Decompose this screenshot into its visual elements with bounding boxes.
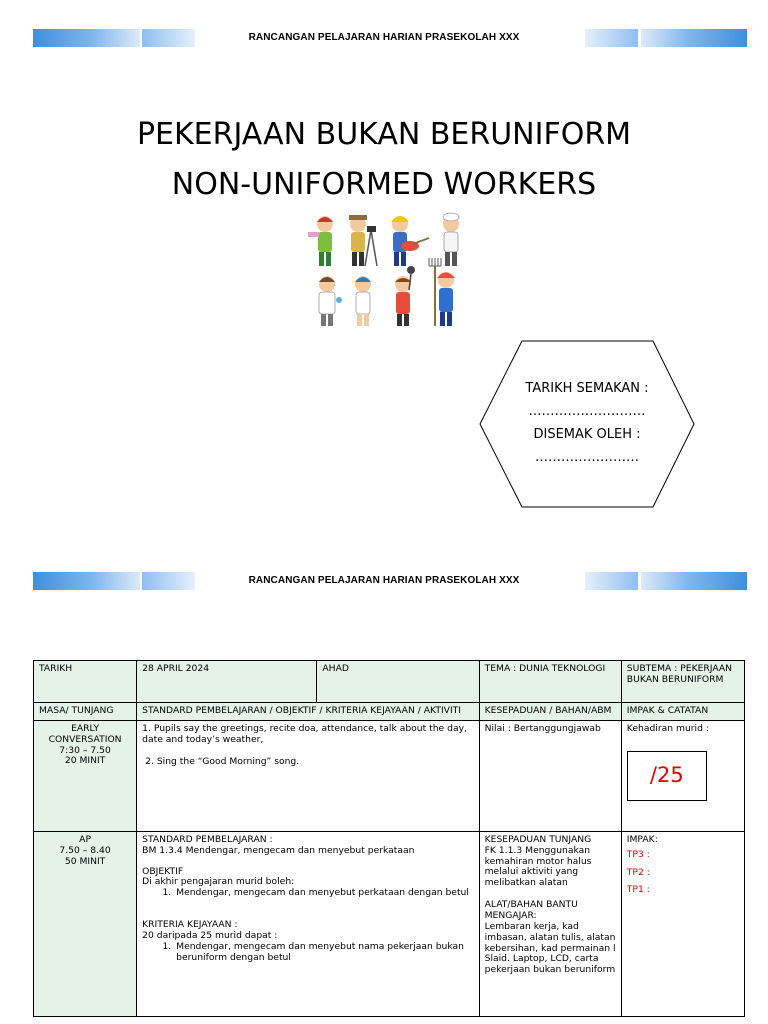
header-kesepaduan: KESEPADUAN / BAHAN/ABM xyxy=(479,703,621,721)
header-standard: STANDARD PEMBELAJARAN / OBJEKTIF / KRITERIA KEJAYAAN / AKTIVITI xyxy=(137,703,479,721)
lesson-date: 28 APRIL 2024 xyxy=(137,661,317,703)
table-row-ap xyxy=(34,831,745,1016)
nilai-cell: Nilai : Bertanggungjawab xyxy=(479,720,621,831)
review-by-label: DISEMAK OLEH : xyxy=(533,427,641,442)
ap-impak-cell: IMPAK: TP3 : TP2 : TP1 : xyxy=(621,831,744,1016)
header-masa: MASA/ TUNJANG xyxy=(34,703,137,721)
table-row xyxy=(34,661,745,703)
lesson-day: AHAD xyxy=(317,661,479,703)
tarikh-label: TARIKH xyxy=(34,661,137,703)
header-impak: IMPAK & CATATAN xyxy=(621,703,744,721)
ap-time-cell: AP 7.50 – 8.40 50 MINIT xyxy=(34,831,137,1016)
cover-title-malay: PEKERJAAN BUKAN BERUNIFORM xyxy=(136,117,632,152)
table-header-row xyxy=(34,703,745,721)
review-by-dots: …………………… xyxy=(535,450,639,465)
tp3-label: TP3 : xyxy=(626,848,650,860)
review-hexagon xyxy=(478,340,696,508)
criteria-item: 1. Mendengar, mengecam dan menyebut nama pekerjaan bukan beruniform dengan betul xyxy=(174,942,473,964)
lesson-plan-table xyxy=(33,660,745,1017)
kehadiran-cell: Kehadiran murid : /25 xyxy=(621,720,744,831)
review-date-dots: ……………………… xyxy=(528,404,646,419)
table-row-early xyxy=(34,720,745,831)
review-date-label: TARIKH SEMAKAN : xyxy=(525,381,649,396)
ap-kesepaduan-cell: KESEPADUAN TUNJANG FK 1.1.3 Menggunakan kemahiran motor halus melalui aktiviti yang melibatkan alatan ALAT/BAHAN BANTU MENGAJAR: Lembaran kerja, kad imbasan, alatan tulis, alatan kebersihan, kad permainan l Slaid. Laptop, LCD, carta pekerjaan bukan beruniform xyxy=(479,831,621,1016)
header-title: RANCANGAN PELAJARAN HARIAN PRASEKOLAH XXX xyxy=(248,32,520,43)
page-header-top xyxy=(0,29,768,49)
early-activity-1: 1. Pupils say the greetings, recite doa, attendance, talk about the day, date and today’s weather, xyxy=(142,722,467,745)
page-header-second xyxy=(0,572,768,592)
workers-illustration xyxy=(303,212,468,330)
tp1-label: TP1 : xyxy=(626,884,650,896)
early-activity-2: 2. Sing the “Good Morning” song. xyxy=(145,755,300,767)
early-activity-cell xyxy=(137,720,479,831)
cover-title-english: NON-UNIFORMED WORKERS xyxy=(171,167,597,202)
ap-standard-cell: STANDARD PEMBELAJARAN : BM 1.3.4 Mendengar, mengecam dan menyebut perkataan OBJEKTIF Di akhir pengajaran murid boleh: 1. Mendengar, mengecam dan menyebut perkataan dengan betul KRITERIA KEJAYAAN : 20 daripada 25 murid dapat : 1. Mendengar, mengecam dan menyebut nama pekerjaan bukan beruniform dengan betul xyxy=(137,831,479,1016)
header-title: RANCANGAN PELAJARAN HARIAN PRASEKOLAH XXX xyxy=(248,575,520,586)
tema: TEMA : DUNIA TEKNOLOGI xyxy=(479,661,621,703)
tp2-label: TP2 : xyxy=(626,866,650,878)
subtema: SUBTEMA : PEKERJAAN BUKAN BERUNIFORM xyxy=(621,661,744,703)
objective-item: 1. Mendengar, mengecam dan menyebut perkataan dengan betul xyxy=(174,888,473,899)
early-time-cell: EARLY CONVERSATION 7:30 – 7.50 20 MINIT xyxy=(34,720,137,831)
attendance-score-box[interactable]: /25 xyxy=(627,751,707,801)
